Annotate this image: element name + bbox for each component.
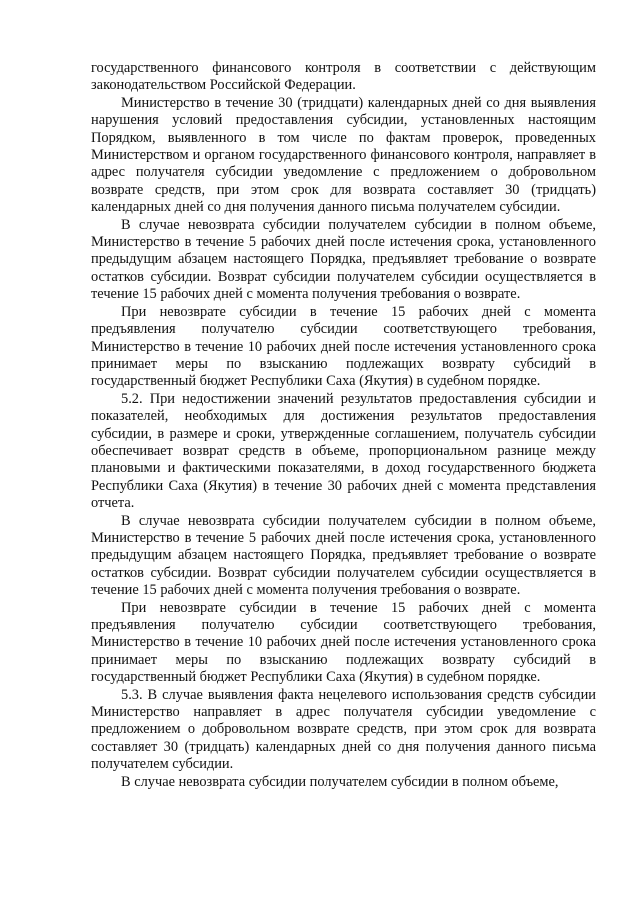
paragraph-continuation: государственного финансового контроля в соответствии с действующим законодательством Российской Федерации. — [91, 60, 596, 94]
paragraph-section-5-3: 5.3. В случае выявления факта нецелевого использования средств субсидии Министерство направляет в адрес получателя субсидии уведомление с предложением о добровольном возврате средств, при этом срок для возврата составляет 30 (тридцать) календарных дней со дня получения данного письма получателем субсидии. — [91, 686, 596, 773]
paragraph-nonreturn-final: В случае невозврата субсидии получателем субсидии в полном объеме, — [121, 773, 559, 790]
paragraph-ministry-notice: Министерство в течение 30 (тридцати) календарных дней со дня выявления нарушения условий предоставления субсидии, установленных настоящим Порядком, выявленного в том числе по фактам проверок, проведенных Министерством и органом государственного финансового контроля, направляет в адрес получателя субсидии уведомление с предложением о добровольном возврате средств, при этом срок для возврата составляет 30 (тридцать) календарных дней со дня получения данного письма получателем субсидии. — [91, 94, 596, 216]
paragraph-section-5-2: 5.2. При недостижении значений результатов предоставления субсидии и показателей, необходимых для достижения результатов предоставления субсидии, в размере и сроки, утвержденные соглашением, получатель субсидии обеспечивает возврат средств в объеме, пропорциональном разнице между плановыми и фактическими показателями, в доход государственного бюджета Республики Саха (Якутия) в течение 30 рабочих дней с момента представления отчета. — [91, 390, 596, 512]
paragraph-nonreturn-demand: В случае невозврата субсидии получателем субсидии в полном объеме, Министерство в течение 5 рабочих дней после истечения срока, установленного предыдущим абзацем настоящего Порядка, предъявляет требование о возврате остатков субсидии. Возврат субсидии получателем субсидии осуществляется в течение 15 рабочих дней с момента получения требования о возврате. — [91, 216, 596, 303]
paragraph-nonreturn-demand-2: В случае невозврата субсидии получателем субсидии в полном объеме, Министерство в течение 5 рабочих дней после истечения срока, установленного предыдущим абзацем настоящего Порядка, предъявляет требование о возврате остатков субсидии. Возврат субсидии получателем субсидии осуществляется в течение 15 рабочих дней с момента получения требования о возврате. — [91, 512, 596, 599]
document-page — [91, 60, 596, 791]
paragraph-court-recovery-2: При невозврате субсидии в течение 15 рабочих дней с момента предъявления получателю субсидии соответствующего требования, Министерство в течение 10 рабочих дней после истечения установленного срока принимает меры по взысканию подлежащих возврату субсидий в государственный бюджет Республики Саха (Якутия) в судебном порядке. — [91, 599, 596, 686]
paragraph-court-recovery: При невозврате субсидии в течение 15 рабочих дней с момента предъявления получателю субсидии соответствующего требования, Министерство в течение 10 рабочих дней после истечения установленного срока принимает меры по взысканию подлежащих возврату субсидий в государственный бюджет Республики Саха (Якутия) в судебном порядке. — [91, 303, 596, 390]
